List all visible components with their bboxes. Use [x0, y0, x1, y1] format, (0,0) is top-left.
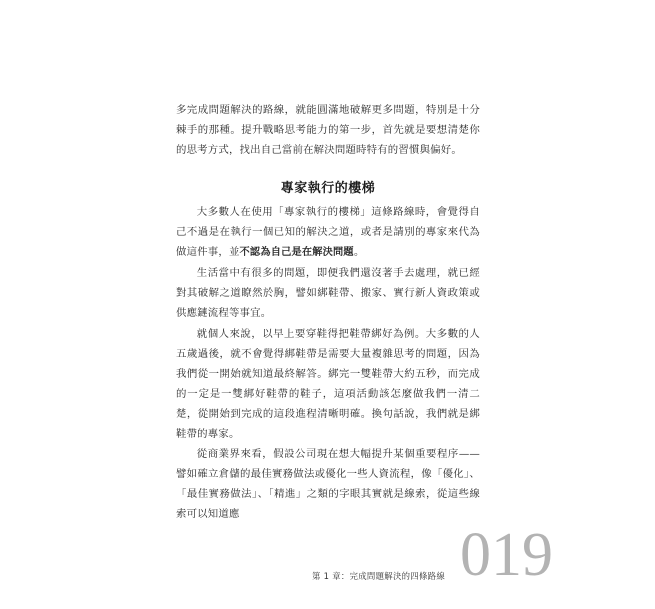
paragraph-1-end: 。 [353, 246, 365, 259]
paragraph-1-text: 大多數人在使用「專家執行的樓梯」這條路線時，會覺得自己不過是在執行一個已知的解決之道，或者是請別的專家來代為做這件事，並 [176, 206, 480, 259]
paragraph-1 [176, 202, 480, 263]
paragraph-4: 從商業界來看，假設公司現在想大幅提升某個重要程序——譬如確立倉儲的最佳實務做法或優化一些人資流程，像「優化」、「最佳實務做法」、「精進」之類的字眼其實就是線索，從這些線索可以知道應 [176, 448, 480, 521]
section-body [176, 202, 480, 525]
section-heading: 專家執行的樓梯 [280, 181, 376, 196]
paragraph-2: 生活當中有很多的問題，即便我們還沒著手去處理，就已經對其破解之道瞭然於胸，譬如綁鞋帶、搬家、實行新人資政策或供應鏈流程等事宜。 [176, 267, 480, 320]
intro-text: 多完成問題解決的路線，就能圓滿地破解更多問題，特別是十分棘手的那種。提升戰略思考能力的第一步，首先就是要想清楚你的思考方式，找出自己當前在解決問題時特有的習慣與偏好。 [176, 104, 480, 157]
paragraph-1-bold-phrase: 不認為自己是在解決問題 [239, 247, 354, 259]
page-number: 019 [460, 521, 553, 589]
intro-paragraph [176, 100, 480, 160]
chapter-footer-label: 第 1 章：完成問題解決的四條路線 [312, 571, 446, 581]
paragraph-3: 就個人來說，以早上要穿鞋得把鞋帶綁好為例。大多數的人五歲過後，就不會覺得綁鞋帶是需要大量複雜思考的問題，因為我們從一開始就知道最終解答。綁完一雙鞋帶大約五秒，而完成的一定是一雙綁好鞋帶的鞋子，這項活動該怎麼做我們一清二楚，從開始到完成的這段進程清晰明確。換句話說，我們就是綁鞋帶的專家。 [176, 327, 480, 441]
